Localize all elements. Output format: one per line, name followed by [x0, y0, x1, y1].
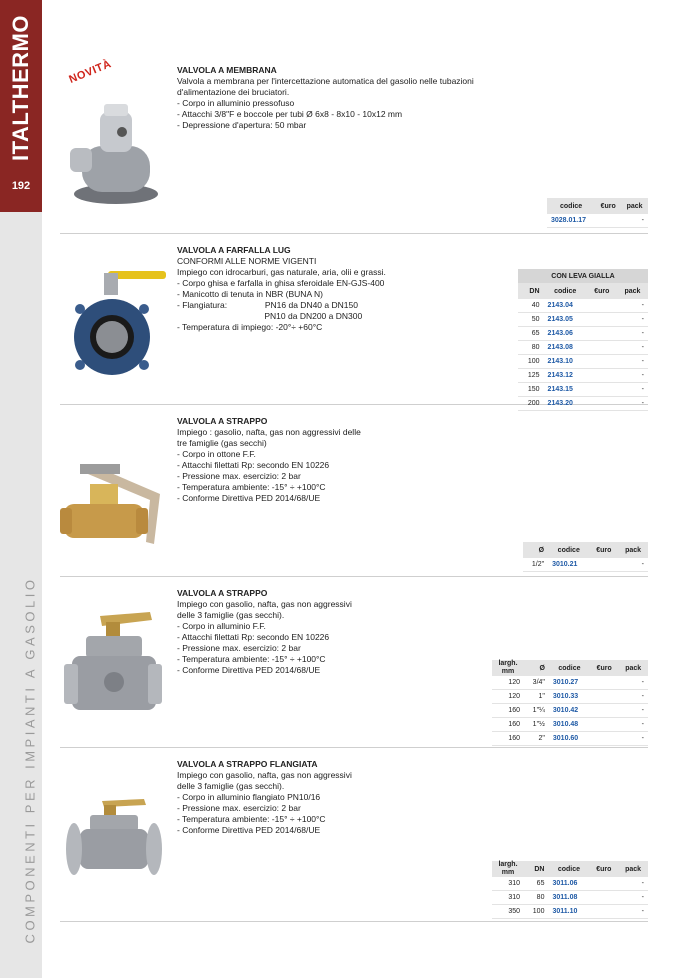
col-pack: pack: [617, 283, 648, 299]
table-header-row: [547, 198, 648, 214]
product-code: 3010.27: [549, 676, 590, 690]
dn: 100: [518, 355, 544, 369]
col-euro: €uro: [590, 660, 619, 676]
product-code: 3011.06: [548, 877, 589, 891]
pack: -: [617, 341, 648, 355]
table-row: [492, 676, 648, 690]
product-code: 3011.08: [548, 891, 589, 905]
product-description: [177, 65, 474, 131]
col-dn: DN: [518, 283, 544, 299]
desc-line: tre famiglie (gas secchi): [177, 438, 267, 448]
desc-line: - Conforme Direttiva PED 2014/68/UE: [177, 665, 321, 675]
desc-line: - Temperatura ambiente: -15° ÷ +100°C: [177, 814, 326, 824]
product-code: 2143.20: [544, 397, 587, 411]
desc-line: - Pressione max. esercizio: 2 bar: [177, 471, 301, 481]
desc-line: - Temperatura ambiente: -15° ÷ +100°C: [177, 482, 326, 492]
col-width: largh. mm: [492, 660, 524, 676]
desc-line: - Corpo in alluminio flangiato PN10/16: [177, 792, 321, 802]
flanged-shutoff-valve-image: [60, 795, 166, 879]
product-table: [523, 542, 648, 572]
desc-line: - Corpo in alluminio F.F.: [177, 621, 266, 631]
table-row: [518, 383, 648, 397]
new-badge: NOVITÀ: [67, 58, 114, 86]
dn: 65: [518, 327, 544, 341]
col-euro: €uro: [587, 283, 617, 299]
desc-line: - Pressione max. esercizio: 2 bar: [177, 643, 301, 653]
col-euro: €uro: [595, 198, 621, 214]
product-code: 3011.10: [548, 905, 589, 919]
pack: -: [618, 891, 648, 905]
product-valvola-strappo-ottone: [60, 404, 648, 577]
product-code: 3028.01.17: [547, 214, 595, 228]
desc-line: - Flangiatura: PN16 da DN40 a DN150: [177, 300, 358, 310]
product-code: 3010.60: [549, 732, 590, 746]
product-valvola-strappo-alluminio: [60, 576, 648, 748]
price: [587, 299, 617, 313]
price: [589, 905, 618, 919]
price: [590, 704, 619, 718]
width: 310: [492, 877, 524, 891]
width: 160: [492, 718, 524, 732]
desc-line: delle 3 famiglie (gas secchi).: [177, 610, 285, 620]
product-code: 2143.10: [544, 355, 587, 369]
price: [589, 558, 618, 572]
desc-line: Impiego con gasolio, nafta, gas non aggressivi: [177, 599, 352, 609]
brand-block: [0, 0, 42, 212]
table-row: [547, 214, 648, 228]
price: [587, 355, 617, 369]
table-header-row: [492, 660, 648, 676]
pack: -: [617, 313, 648, 327]
price: [589, 891, 618, 905]
pack: -: [618, 704, 648, 718]
dn: 50: [518, 313, 544, 327]
product-code: 2143.05: [544, 313, 587, 327]
table-row: [492, 704, 648, 718]
desc-line: PN10 da DN200 a DN300: [177, 311, 363, 321]
table-row: [518, 313, 648, 327]
table-row: [518, 327, 648, 341]
width: 160: [492, 732, 524, 746]
product-description: [177, 759, 352, 836]
col-pack: pack: [618, 542, 648, 558]
col-pack: pack: [618, 861, 648, 877]
col-codice: codice: [548, 542, 589, 558]
product-table: [547, 198, 648, 228]
table-header-row: [518, 283, 648, 299]
product-title: VALVOLA A STRAPPO FLANGIATA: [177, 759, 318, 769]
diameter: 3/4": [524, 676, 549, 690]
width: 350: [492, 905, 524, 919]
col-width: largh. mm: [492, 861, 524, 877]
product-table: [518, 269, 648, 411]
desc-line: - Corpo in alluminio pressofuso: [177, 98, 295, 108]
table-header-row: [492, 861, 648, 877]
diameter: 1": [524, 690, 549, 704]
pack: -: [618, 558, 648, 572]
dn: 40: [518, 299, 544, 313]
desc-line: - Attacchi filettati Rp: secondo EN 10226: [177, 632, 330, 642]
product-valvola-strappo-flangiata: [60, 747, 648, 922]
price: [590, 732, 619, 746]
section-title: COMPONENTI PER IMPIANTI A GASOLIO: [22, 576, 38, 944]
pack: -: [621, 214, 648, 228]
product-code: 3010.21: [548, 558, 589, 572]
table-row: [492, 732, 648, 746]
product-title: VALVOLA A MEMBRANA: [177, 65, 277, 75]
dn: 100: [524, 905, 548, 919]
table-row: [492, 718, 648, 732]
product-code: 3010.33: [549, 690, 590, 704]
membrane-valve-image: [60, 98, 166, 208]
col-codice: codice: [544, 283, 587, 299]
table-row: [518, 369, 648, 383]
col-codice: codice: [549, 660, 590, 676]
dn: 80: [524, 891, 548, 905]
price: [587, 341, 617, 355]
product-valvola-membrana: [60, 58, 648, 234]
col-codice: codice: [548, 861, 589, 877]
pack: -: [618, 732, 648, 746]
product-code: 3010.42: [549, 704, 590, 718]
product-title: VALVOLA A FARFALLA LUG: [177, 245, 291, 255]
table-group-row: [518, 269, 648, 283]
brass-shutoff-valve-image: [60, 434, 166, 552]
desc-line: delle 3 famiglie (gas secchi).: [177, 781, 285, 791]
dn: 65: [524, 877, 548, 891]
desc-line: - Depressione d'apertura: 50 mbar: [177, 120, 307, 130]
table-row: [518, 341, 648, 355]
desc-line: - Temperatura di impiego: -20°÷ +60°C: [177, 322, 323, 332]
product-code: 2143.08: [544, 341, 587, 355]
product-valvola-farfalla: [60, 233, 648, 405]
table-row: [518, 355, 648, 369]
product-table: [492, 861, 648, 919]
table-row: [492, 690, 648, 704]
product-description: [177, 245, 386, 333]
product-code: 2143.12: [544, 369, 587, 383]
col-codice: codice: [547, 198, 595, 214]
col-euro: €uro: [589, 861, 618, 877]
price: [589, 877, 618, 891]
desc-line: - Temperatura ambiente: -15° ÷ +100°C: [177, 654, 326, 664]
price: [587, 383, 617, 397]
pack: -: [617, 299, 648, 313]
diameter: 1"¼: [524, 704, 549, 718]
table-header-row: [523, 542, 648, 558]
price: [587, 369, 617, 383]
table-row: [492, 877, 648, 891]
width: 120: [492, 690, 524, 704]
desc-line: Impiego con gasolio, nafta, gas non aggressivi: [177, 770, 352, 780]
desc-line: d'alimentazione dei bruciatori.: [177, 87, 290, 97]
sidebar: [0, 0, 42, 978]
pack: -: [618, 718, 648, 732]
col-pack: pack: [621, 198, 648, 214]
page-number: 192: [11, 180, 31, 192]
desc-line: Impiego : gasolio, nafta, gas non aggressivi delle: [177, 427, 361, 437]
table-row: [492, 891, 648, 905]
desc-line: CONFORMI ALLE NORME VIGENTI: [177, 256, 317, 266]
desc-line: - Corpo in ottone F.F.: [177, 449, 256, 459]
table-row: [518, 299, 648, 313]
diameter: 1/2": [523, 558, 548, 572]
price: [587, 327, 617, 341]
col-diameter: Ø: [523, 542, 548, 558]
desc-line: - Corpo ghisa e farfalla in ghisa sferoidale EN-GJS-400: [177, 278, 385, 288]
price: [590, 718, 619, 732]
width: 310: [492, 891, 524, 905]
dn: 125: [518, 369, 544, 383]
desc-line: - Conforme Direttiva PED 2014/68/UE: [177, 825, 321, 835]
pack: -: [618, 676, 648, 690]
diameter: 2": [524, 732, 549, 746]
desc-line: - Conforme Direttiva PED 2014/68/UE: [177, 493, 321, 503]
desc-line: Impiego con idrocarburi, gas naturale, aria, olii e grassi.: [177, 267, 386, 277]
product-description: [177, 588, 352, 676]
col-pack: pack: [618, 660, 648, 676]
price: [595, 214, 621, 228]
desc-line: - Pressione max. esercizio: 2 bar: [177, 803, 301, 813]
col-euro: €uro: [589, 542, 618, 558]
pack: -: [617, 383, 648, 397]
col-dn: DN: [524, 861, 548, 877]
price: [590, 690, 619, 704]
desc-line: - Attacchi filettati Rp: secondo EN 10226: [177, 460, 330, 470]
brand-logo-text: ITALTHERMO: [8, 15, 33, 161]
pack: -: [618, 905, 648, 919]
product-title: VALVOLA A STRAPPO: [177, 416, 268, 426]
pack: -: [617, 397, 648, 411]
product-code: 2143.04: [544, 299, 587, 313]
dn: 200: [518, 397, 544, 411]
width: 120: [492, 676, 524, 690]
dn: 150: [518, 383, 544, 397]
pack: -: [617, 369, 648, 383]
pack: -: [617, 327, 648, 341]
pack: -: [617, 355, 648, 369]
butterfly-valve-image: [60, 265, 166, 383]
product-title: VALVOLA A STRAPPO: [177, 588, 268, 598]
pack: -: [618, 877, 648, 891]
price: [587, 313, 617, 327]
product-code: 2143.15: [544, 383, 587, 397]
price: [590, 676, 619, 690]
dn: 80: [518, 341, 544, 355]
aluminium-shutoff-valve-image: [60, 604, 166, 720]
product-code: 2143.06: [544, 327, 587, 341]
table-row: [523, 558, 648, 572]
group-header: CON LEVA GIALLA: [518, 269, 648, 283]
product-code: 3010.48: [549, 718, 590, 732]
col-diameter: Ø: [524, 660, 549, 676]
width: 160: [492, 704, 524, 718]
table-row: [492, 905, 648, 919]
desc-line: - Attacchi 3/8"F e boccole per tubi Ø 6x8 - 8x10 - 10x12 mm: [177, 109, 403, 119]
pack: -: [618, 690, 648, 704]
desc-line: Valvola a membrana per l'intercettazione automatica del gasolio nelle tubazioni: [177, 76, 474, 86]
product-table: [492, 660, 648, 746]
product-description: [177, 416, 361, 504]
diameter: 1"½: [524, 718, 549, 732]
desc-line: - Manicotto di tenuta in NBR (BUNA N): [177, 289, 323, 299]
